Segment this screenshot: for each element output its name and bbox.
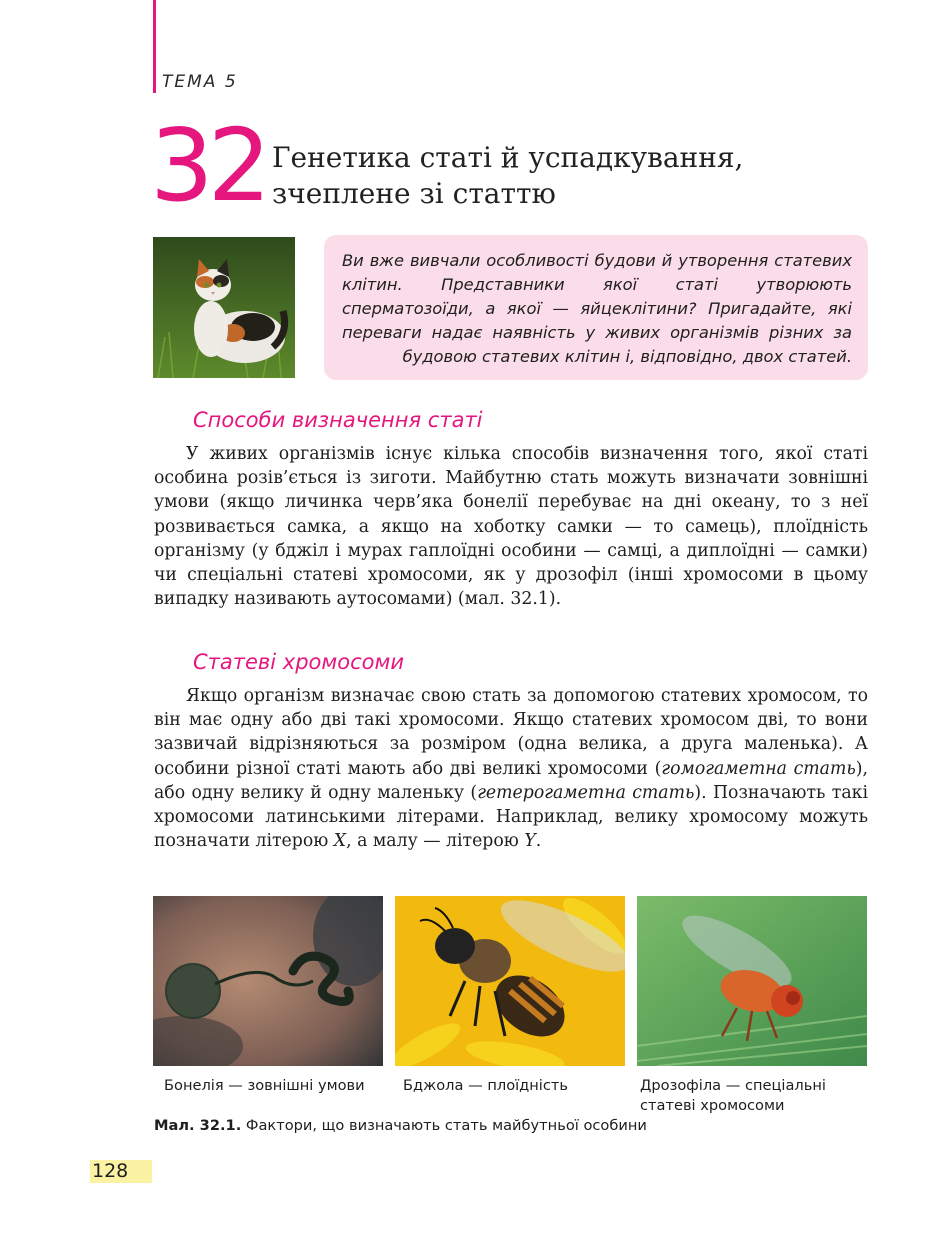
section2-text-d: , а малу — літерою [346,831,525,852]
intro-text: Ви вже вивчали особливості будови й утворення статевих клітин. Представники якої статі утворюють сперматозоїди, а якої — яйцеклітини? Пригадайте, які переваги надає наявність у живих організмів різних за будовою статевих клітин і, відповідно, двох статей. [342,251,852,366]
cat-photo [153,237,295,378]
term-heterogametic: гетерогаметна стать [477,782,695,803]
chapter-title-line2: зчеплене зі статтю [272,177,556,210]
bee-photo [395,896,625,1066]
photo-caption-drosophila-line2: статеві хромосоми [640,1097,785,1114]
bonellia-photo [153,896,383,1066]
header-accent-bar [153,0,156,93]
topic-label: ТЕМА 5 [162,72,238,92]
section-heading-sex-determination: Способи визначення статі [193,408,483,432]
section2-text-e: . [535,831,542,852]
photo-caption-bee: Бджола — плоїдність [403,1077,568,1094]
section2-text-a: Якщо організм визначає свою стать за допомогою статевих хромосом, то він має одну або дві такі хромосоми. Якщо статевих хромосом дві, то вони зазвичай відрізняються за розміром (одна велика, а друга маленька). А особини різної статі мають або дві великі хромосоми ( [154,686,868,779]
section1-paragraph: У живих організмів існує кілька способів визначення того, якої статі особина розів’ється із зиготи. Майбутню стать можуть визначати зовнішні умови (якщо личинка черв’яка бонелії перебуває на дні океану, то з неї розвивається самка, а якщо на хоботку самки — то самець), плоїдність організму (у бджіл і мурах гаплоїдні особини — самці, а диплоїдні — самки) чи спеціальні статеві хромосоми, як у дрозофіл (інші хромосоми в цьому випадку називають аутосомами) (мал. 32.1). [154,444,868,610]
intro-box [324,235,868,380]
chapter-title-line1: Генетика статі й успадкування, [272,141,744,174]
photo-caption-drosophila-line1: Дрозофіла — спеціальні [640,1077,826,1094]
photo-caption-bonellia: Бонелія — зовнішні умови [164,1077,365,1094]
letter-y: Y [524,831,536,852]
chapter-number: 32 [150,107,266,224]
figure-caption [154,1117,647,1134]
section2-paragraph [154,684,868,853]
term-homogametic: гомогаметна стать [661,758,856,779]
drosophila-photo [637,896,867,1066]
figure-label: Мал. 32.1. [154,1117,242,1134]
letter-x: X [333,831,347,852]
section-heading-sex-chromosomes: Статеві хромосоми [193,650,404,674]
section2-text-c: ). Позначають такі хромосоми латинськими літерами. Наприклад, велику хромосому можуть позначати літерою [154,782,868,852]
chapter-title [272,140,832,212]
photo-caption-drosophila [640,1076,826,1116]
figure-caption-text: Фактори, що визначають стать майбутньої особини [241,1117,647,1134]
section2-text-b: ), або одну велику й одну маленьку ( [154,758,869,803]
page-number: 128 [90,1160,152,1183]
